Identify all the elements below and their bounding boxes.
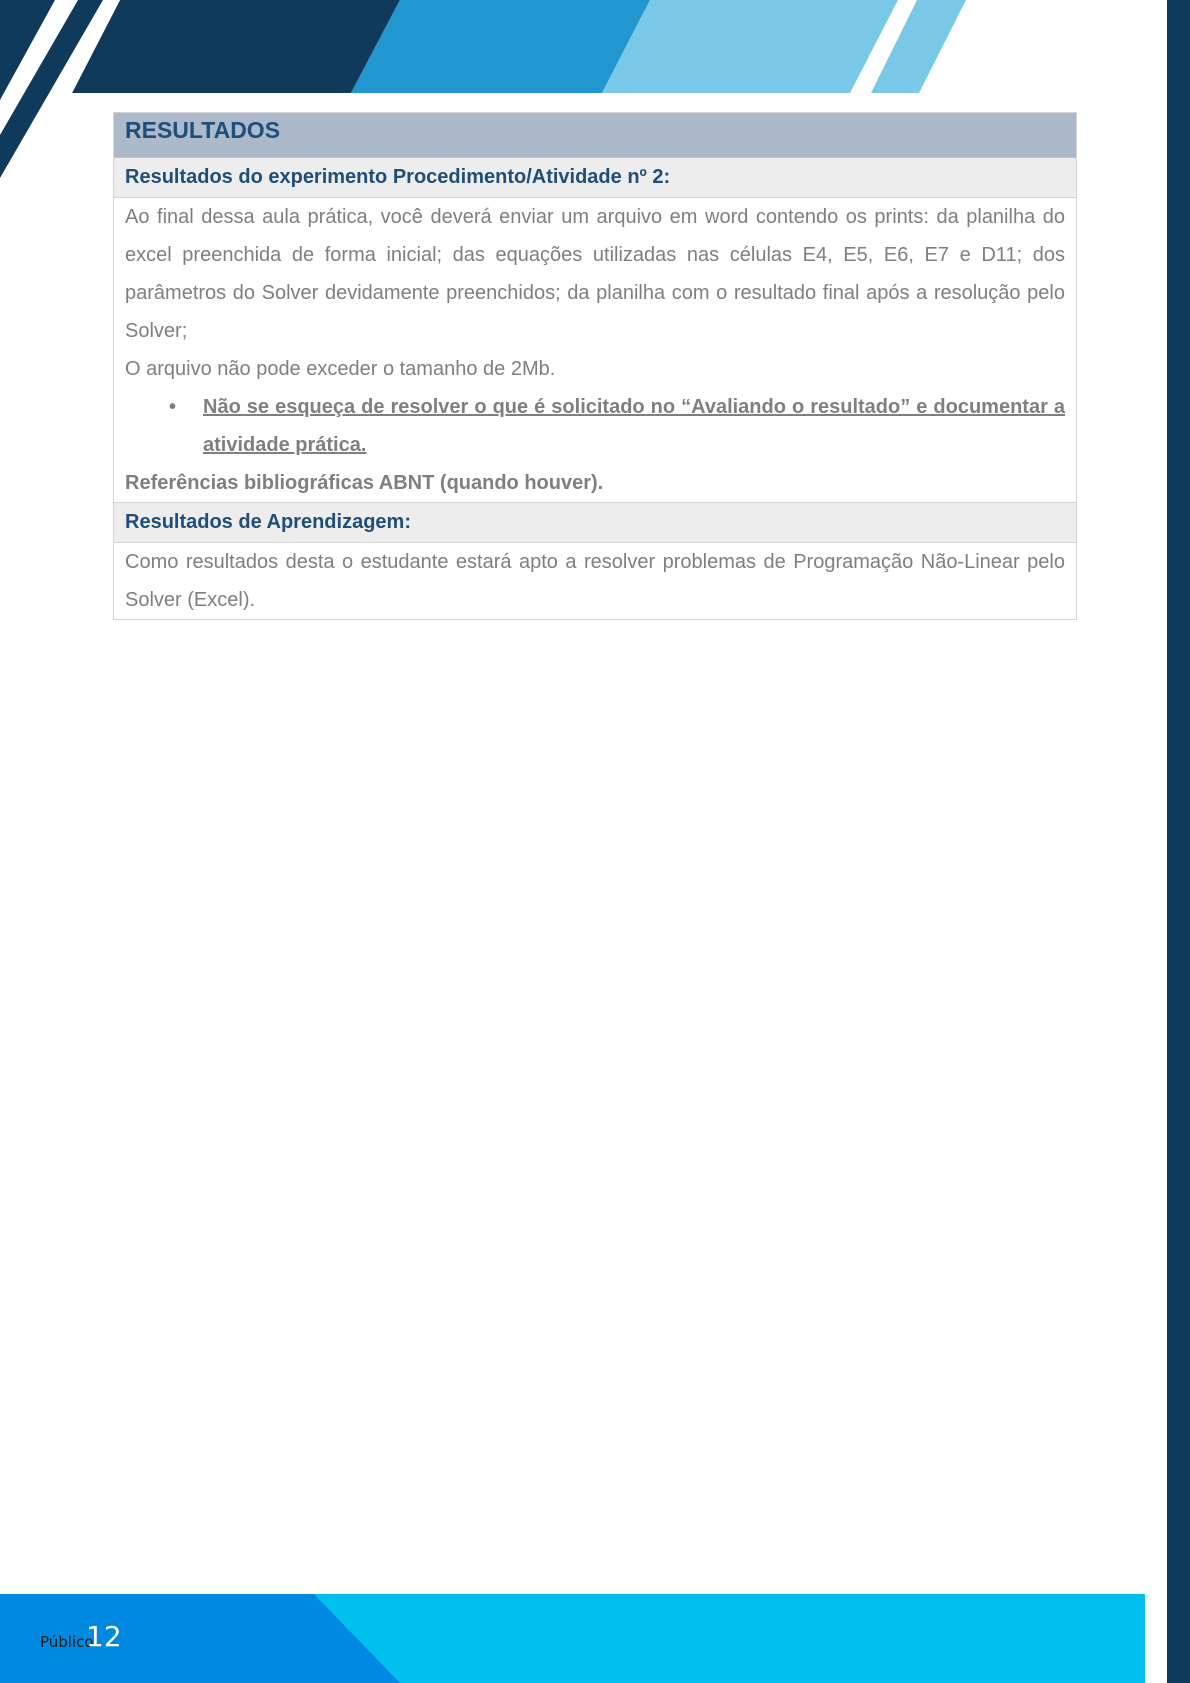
results-table xyxy=(113,112,1077,620)
results-heading: Resultados do experimento Procedimento/Atividade nº 2: xyxy=(125,166,671,188)
results-body-row xyxy=(114,198,1076,503)
learning-heading-row xyxy=(114,503,1076,543)
title-row xyxy=(114,113,1076,158)
references-text: Referências bibliográficas ABNT (quando houver). xyxy=(125,472,604,494)
reminder-item xyxy=(169,388,1065,464)
mid-blue-band xyxy=(351,0,650,93)
right-edge-bar xyxy=(1167,0,1190,1683)
footer-banner-graphic xyxy=(0,1594,1145,1683)
results-paragraph: Ao final dessa aula prática, você deverá enviar um arquivo em word contendo os prints: da planilha do excel preenchida de forma inicial; das equações utilizadas nas células E4, E5, E6, E7 e D11; dos parâmetros do Solver devidamente preenchidos; da planilha com o resultado final após a resolução pelo Solver; xyxy=(125,206,1065,342)
navy-band xyxy=(72,0,400,93)
file-limit-text: O arquivo não pode exceder o tamanho de 2Mb. xyxy=(125,358,556,380)
reminder-list xyxy=(125,388,1065,464)
learning-heading: Resultados de Aprendizagem: xyxy=(125,511,411,533)
reminder-text: Não se esqueça de resolver o que é solicitado no “Avaliando o resultado” e documentar a atividade prática. xyxy=(203,396,1065,456)
results-heading-row xyxy=(114,158,1076,198)
bullet-icon: • xyxy=(169,396,177,418)
page-number: 12 xyxy=(86,1620,122,1653)
light-blue-band xyxy=(602,0,898,93)
section-title: RESULTADOS xyxy=(125,117,281,143)
learning-body-row xyxy=(114,543,1076,619)
learning-paragraph: Como resultados desta o estudante estará apto a resolver problemas de Programação Não-Linear pelo Solver (Excel). xyxy=(125,551,1065,611)
classification-label: Público xyxy=(40,1633,94,1651)
